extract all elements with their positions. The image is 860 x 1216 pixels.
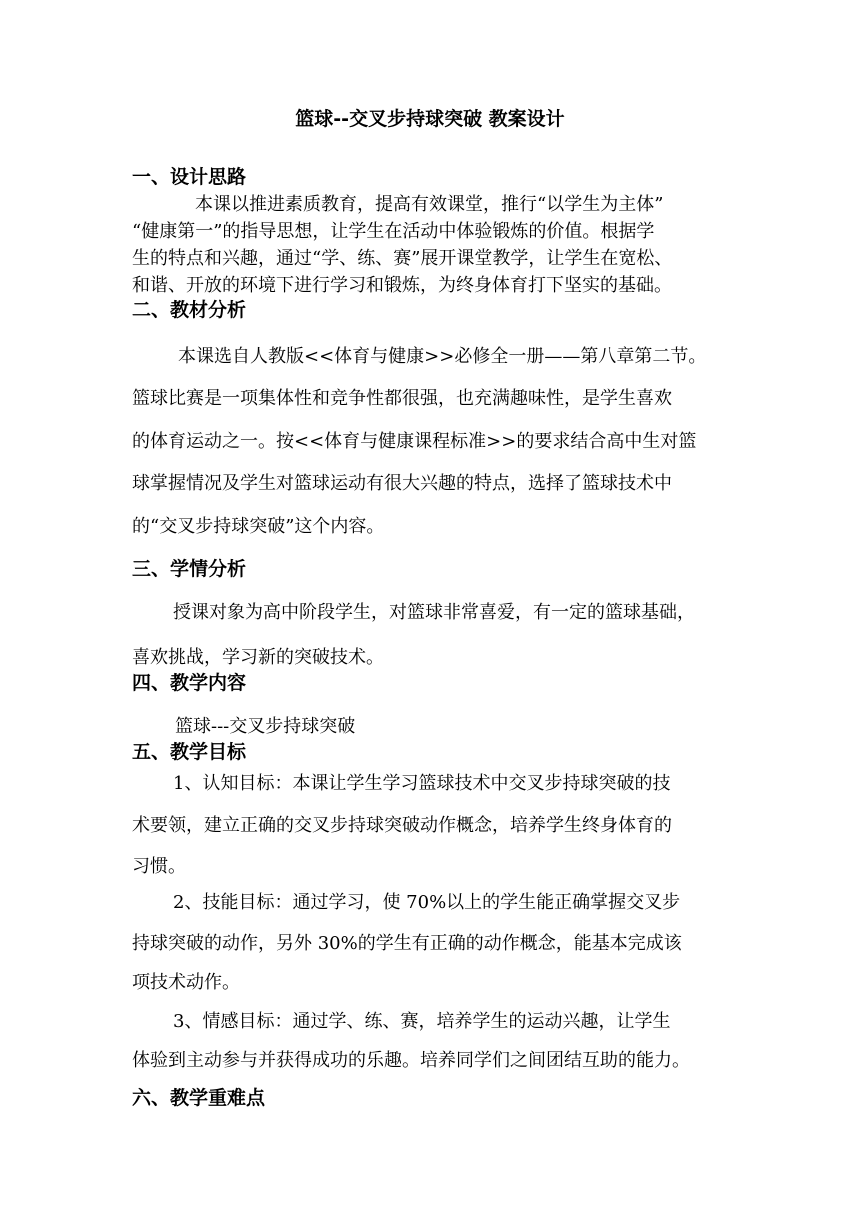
paragraph-line: 的体育运动之一。按<<体育与健康课程标准>>的要求结合高中生对篮 <box>132 431 697 452</box>
paragraph-line: 球掌握情况及学生对篮球运动有很大兴趣的特点，选择了篮球技术中 <box>132 473 672 494</box>
section-heading-teaching-objectives: 五、教学目标 <box>132 741 247 763</box>
paragraph-line: 授课对象为高中阶段学生，对篮球非常喜爱，有一定的篮球基础， <box>173 602 695 623</box>
paragraph-line: 3、情感目标：通过学、练、赛，培养学生的运动兴趣，让学生 <box>173 1011 671 1032</box>
paragraph-line: 本课以推进素质教育，提高有效课堂，推行“以学生为主体” <box>195 194 664 215</box>
paragraph-line: 喜欢挑战，学习新的突破技术。 <box>132 647 384 668</box>
paragraph-line: 体验到主动参与并获得成功的乐趣。培养同学们之间团结互助的能力。 <box>132 1050 690 1071</box>
paragraph-line: “健康第一”的指导思想，让学生在活动中体验锻炼的价值。根据学 <box>132 221 655 242</box>
paragraph-line: 篮球比赛是一项集体性和竞争性都很强，也充满趣味性，是学生喜欢 <box>132 388 672 409</box>
section-heading-material-analysis: 二、教材分析 <box>132 299 247 321</box>
paragraph-line: 术要领，建立正确的交叉步持球突破动作概念，培养学生终身体育的 <box>132 815 672 836</box>
section-heading-key-difficult-points: 六、教学重难点 <box>132 1087 266 1109</box>
paragraph-line: 的“交叉步持球突破”这个内容。 <box>132 516 385 537</box>
paragraph-line: 和谐、开放的环境下进行学习和锻炼，为终身体育打下坚实的基础。 <box>132 275 672 296</box>
section-heading-learner-analysis: 三、学情分析 <box>132 558 247 580</box>
document-title: 篮球--交叉步持球突破 教案设计 <box>295 108 565 130</box>
section-heading-design-idea: 一、设计思路 <box>132 166 247 188</box>
paragraph-line: 本课选自人教版<<体育与健康>>必修全一册——第八章第二节。 <box>178 346 707 367</box>
paragraph-line: 1、认知目标：本课让学生学习篮球技术中交叉步持球突破的技 <box>173 773 671 794</box>
paragraph-line: 持球突破的动作，另外 30%的学生有正确的动作概念，能基本完成该 <box>132 933 682 954</box>
paragraph-line: 篮球---交叉步持球突破 <box>175 716 356 737</box>
paragraph-line: 生的特点和兴趣，通过“学、练、赛”展开课堂教学，让学生在宽松、 <box>132 248 673 269</box>
paragraph-line: 项技术动作。 <box>132 972 240 993</box>
paragraph-line: 2、技能目标：通过学习，使 70%以上的学生能正确掌握交叉步 <box>173 892 681 913</box>
paragraph-line: 习惯。 <box>132 856 186 877</box>
section-heading-teaching-content: 四、教学内容 <box>132 672 247 694</box>
